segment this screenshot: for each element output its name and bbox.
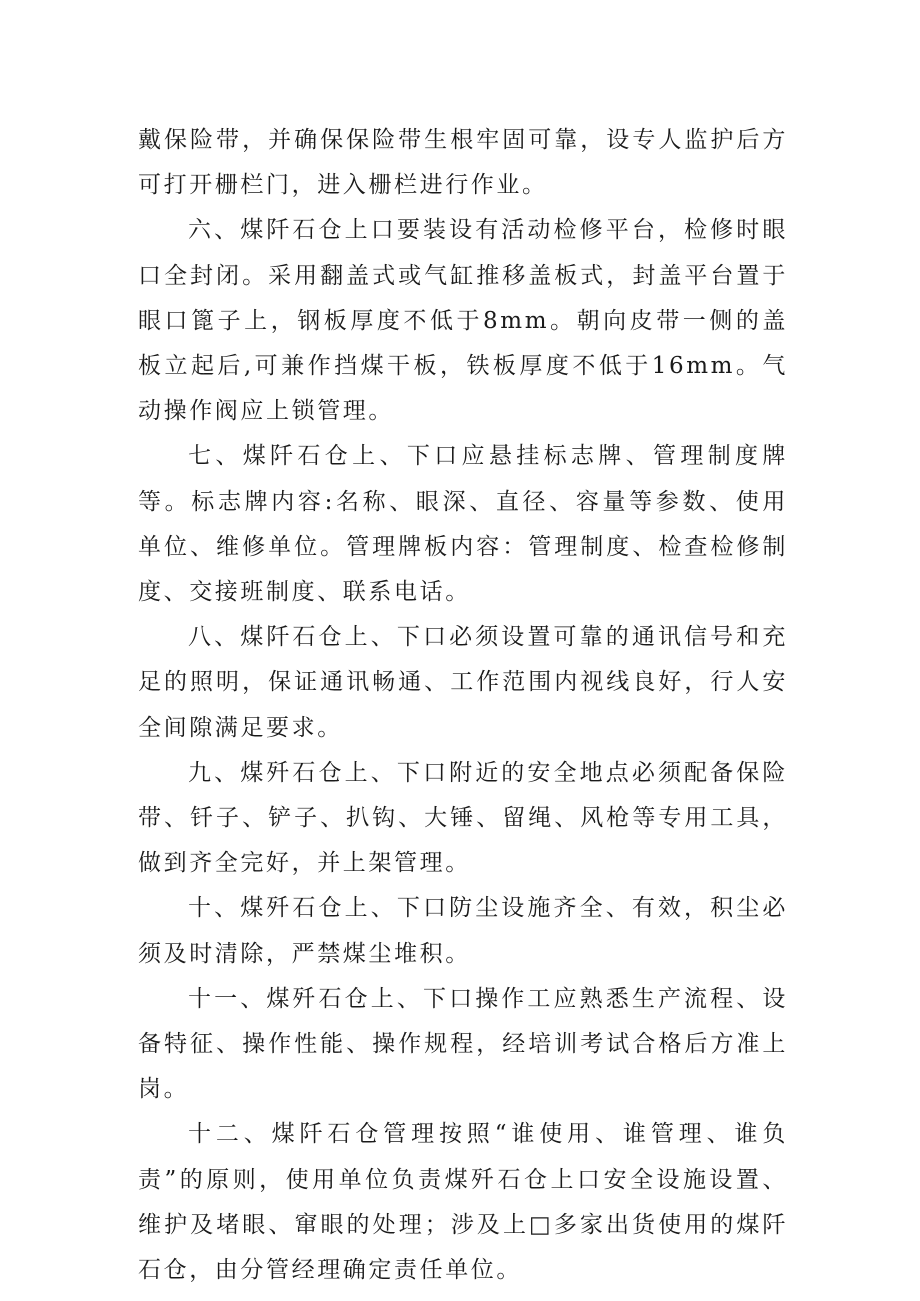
paragraph-item-12: 十二、煤阡石仓管理按照“谁使用、谁管理、谁负责”的原则，使用单位负责煤歼石仓上口安全设施设置、维护及堵眼、窜眼的处理；涉及上□多家出货使用的煤阡石仓，由分管经理确定责任单位。: [138, 1121, 788, 1284]
paragraph-item-9: 九、煤歼石仓上、下口附近的安全地点必须配备保险带、钎子、铲子、扒钩、大锤、留绳、风枪等专用工具，做到齐全完好，并上架管理。: [138, 759, 788, 877]
paragraph-item-8: 八、煤阡石仓上、下口必须设置可靠的通讯信号和充足的照明，保证通讯畅通、工作范围内视线良好，行人安全间隙满足要求。: [138, 624, 788, 741]
paragraph-item-6: 六、煤阡石仓上口要装设有活动检修平台，检修时眼口全封闭。采用翻盖式或气缸推移盖板式，封盖平台置于眼口篦子上，钢板厚度不低于8mm。朝向皮带一侧的盖板立起后,可兼作挡煤干板，铁板厚度不低于16mm。气动操作阀应上锁管理。: [138, 217, 788, 425]
paragraph-item-10: 十、煤歼石仓上、下口防尘设施齐全、有效，积尘必须及时清除，严禁煤尘堆积。: [138, 895, 788, 967]
paragraph-item-11: 十一、煤歼石仓上、下口操作工应熟悉生产流程、设备特征、操作性能、操作规程，经培训考试合格后方准上岗。: [138, 985, 788, 1103]
document-body: [138, 118, 788, 1293]
paragraph-item-7: 七、煤阡石仓上、下口应悬挂标志牌、管理制度牌等。标志牌内容:名称、眼深、直径、容量等参数、使用单位、维修单位。管理牌板内容：管理制度、检查检修制度、交接班制度、联系电话。: [138, 443, 788, 606]
paragraph-continuation: 戴保险带，并确保保险带生根牢固可靠，设专人监护后方可打开栅栏门，进入栅栏进行作业。: [138, 127, 788, 199]
